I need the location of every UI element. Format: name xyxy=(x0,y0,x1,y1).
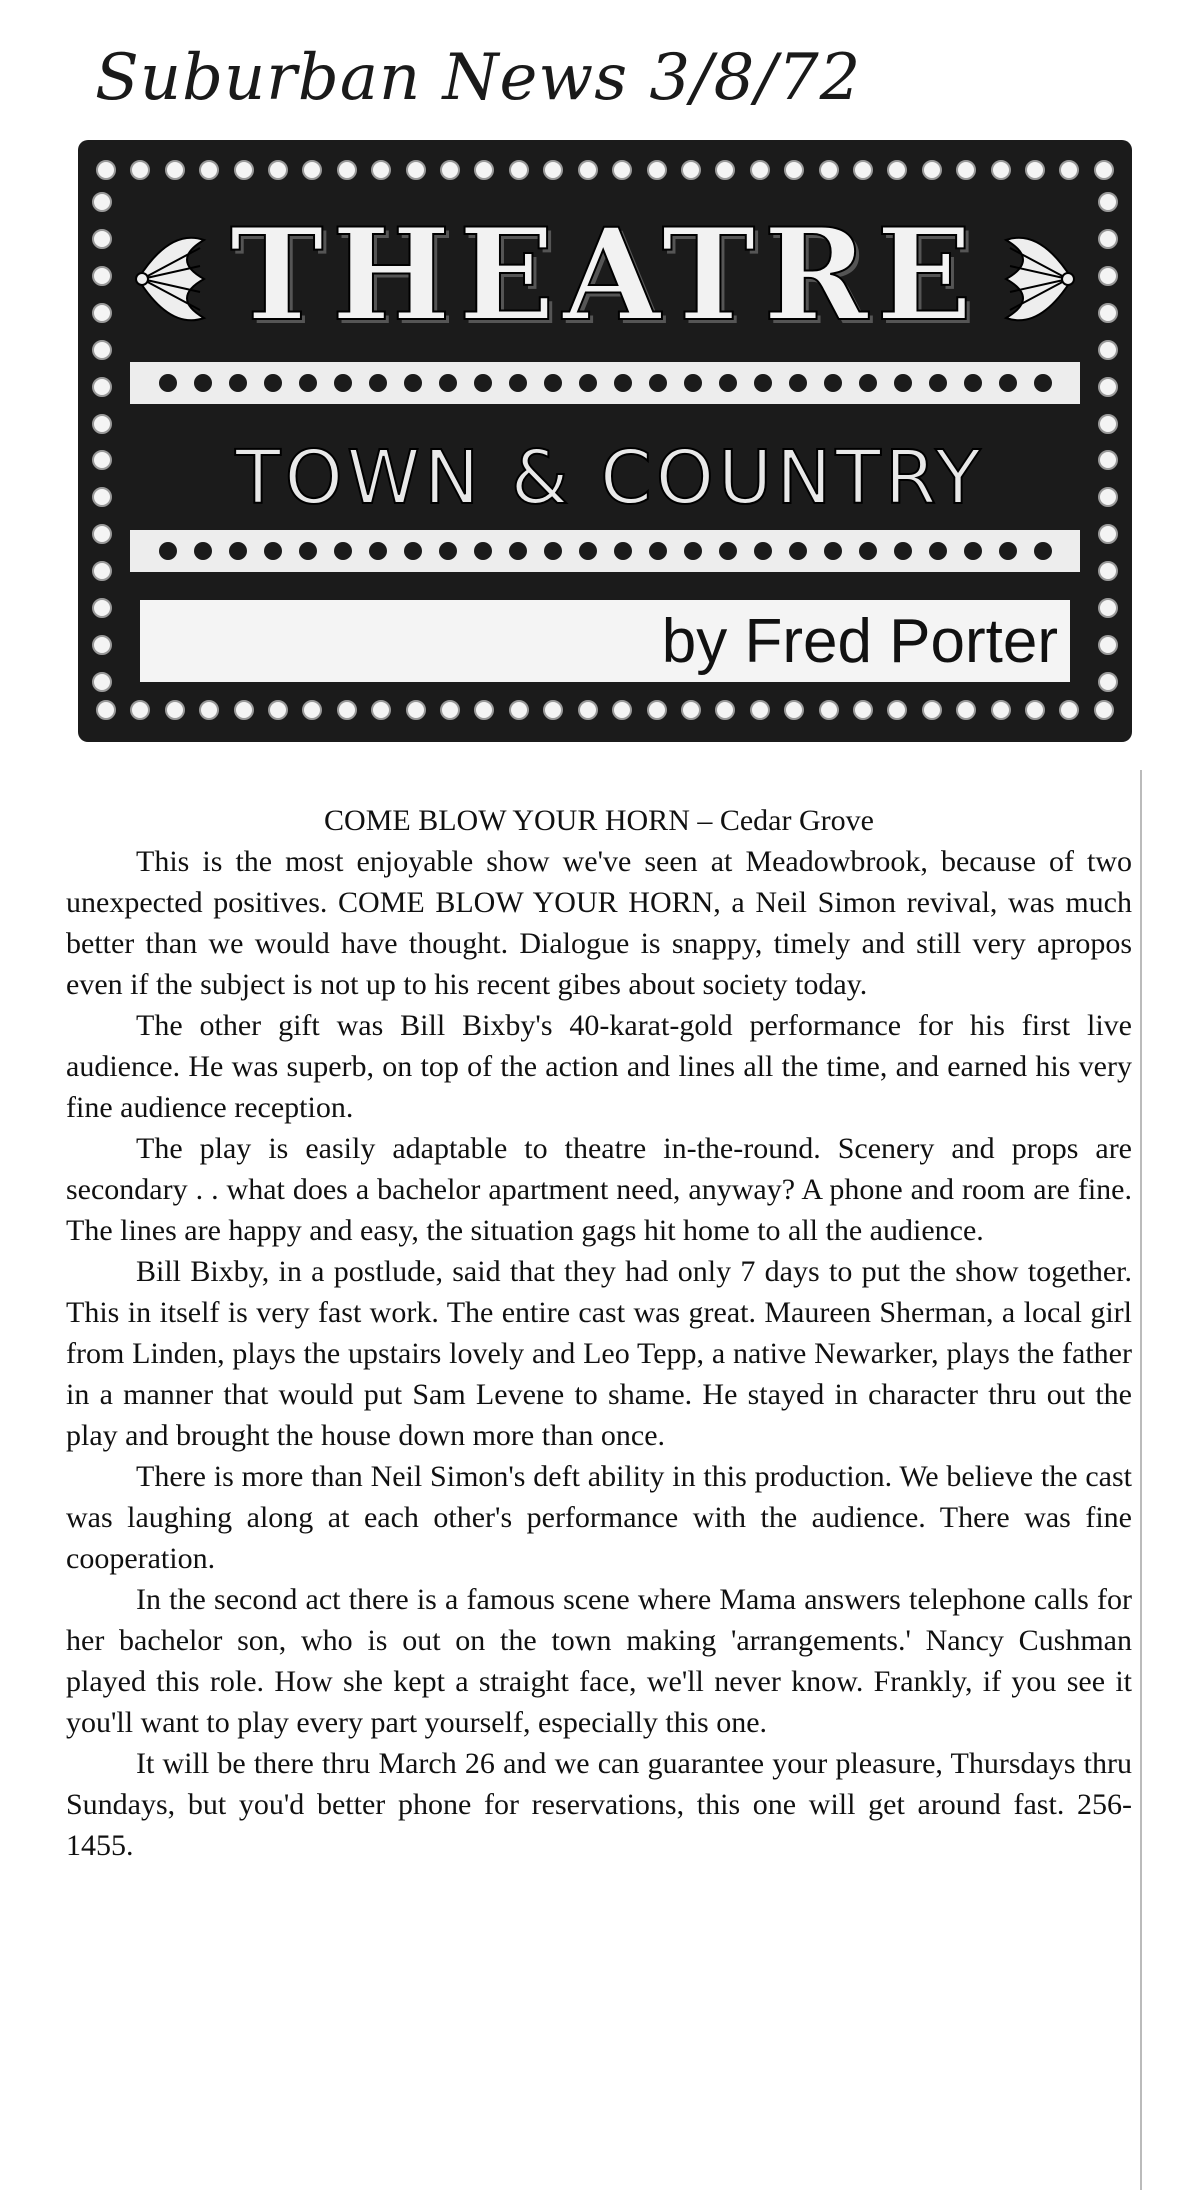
decorative-dot xyxy=(92,561,112,581)
decorative-dot xyxy=(929,542,947,560)
decorative-dot xyxy=(1098,561,1118,581)
decorative-dot xyxy=(922,700,942,720)
decorative-dot xyxy=(229,542,247,560)
decorative-dot xyxy=(1098,229,1118,249)
dotted-band-upper xyxy=(130,362,1080,404)
decorative-dot xyxy=(1094,700,1114,720)
decorative-dot xyxy=(544,542,562,560)
decorative-dot xyxy=(509,700,529,720)
author-byline: by Fred Porter xyxy=(661,606,1058,676)
banner-title: THEATRE xyxy=(229,201,981,349)
decorative-dot xyxy=(439,374,457,392)
decorative-dot xyxy=(1098,414,1118,434)
decorative-dot xyxy=(159,542,177,560)
decorative-dot xyxy=(579,374,597,392)
decorative-dot xyxy=(302,700,322,720)
decorative-dot xyxy=(509,542,527,560)
decorative-dot xyxy=(474,542,492,560)
decorative-dot xyxy=(859,374,877,392)
decorative-dot xyxy=(1034,374,1052,392)
decorative-dot xyxy=(991,700,1011,720)
decorative-dot xyxy=(543,700,563,720)
decorative-dot xyxy=(92,450,112,470)
decorative-dot xyxy=(578,160,598,180)
decorative-dot xyxy=(509,374,527,392)
decorative-dot xyxy=(684,542,702,560)
decorative-dot xyxy=(165,700,185,720)
decorative-dot xyxy=(824,542,842,560)
decorative-dot xyxy=(578,700,598,720)
decorative-dot xyxy=(1098,672,1118,692)
decorative-dot xyxy=(894,542,912,560)
decorative-dot xyxy=(999,542,1017,560)
decorative-dot xyxy=(371,160,391,180)
decorative-dot xyxy=(999,374,1017,392)
decorative-dot xyxy=(92,598,112,618)
title-area xyxy=(130,200,1080,350)
decorative-dot xyxy=(199,700,219,720)
decorative-dot xyxy=(754,374,772,392)
article-paragraph-4: Bill Bixby, in a postlude, said that they had only 7 days to put the show together. This in itself is very fast work. The entire cast was great. Maureen Sherman, a local girl from Linden, plays the upstairs lovely and Leo Tepp, a native Newarker, plays the father in a manner that would put Sam Levene to shame. He stayed in character thru out the play and brought the house down more than once. xyxy=(66,1255,1132,1452)
decorative-dot xyxy=(1025,160,1045,180)
decorative-dot xyxy=(894,374,912,392)
decorative-dot xyxy=(614,374,632,392)
decorative-dot xyxy=(1098,266,1118,286)
decorative-dot xyxy=(1098,487,1118,507)
decorative-dot xyxy=(1098,340,1118,360)
decorative-dot xyxy=(614,542,632,560)
decorative-dot xyxy=(681,160,701,180)
decorative-dot xyxy=(92,303,112,323)
decorative-dot xyxy=(647,700,667,720)
decorative-dot xyxy=(1059,700,1079,720)
decorative-dot xyxy=(784,160,804,180)
decorative-dot xyxy=(439,542,457,560)
decorative-dot xyxy=(268,700,288,720)
article-paragraph-3: The play is easily adaptable to theatre in-the-round. Scenery and props are secondary . . what does a bachelor apartment need, anyway? A phone and room are fine. The lines are happy and easy, the situation gags hit home to all the audience. xyxy=(66,1132,1132,1247)
article-paragraph-2: The other gift was Bill Bixby's 40-karat-gold performance for his first live audience. He was superb, on top of the action and lines all the time, and earned his very fine audience reception. xyxy=(66,1009,1132,1124)
decorative-dot xyxy=(299,542,317,560)
decorative-dot xyxy=(302,160,322,180)
decorative-dot xyxy=(887,160,907,180)
decorative-dot xyxy=(334,542,352,560)
decorative-dot xyxy=(715,700,735,720)
decorative-dot xyxy=(404,542,422,560)
decorative-dot xyxy=(754,542,772,560)
decorative-dot xyxy=(1025,700,1045,720)
decorative-dot xyxy=(929,374,947,392)
decorative-dot xyxy=(96,700,116,720)
handwritten-source-note: Suburban News 3/8/72 xyxy=(95,41,862,115)
dotted-band-lower xyxy=(130,530,1080,572)
byline-box xyxy=(140,600,1070,682)
decorative-dot xyxy=(337,700,357,720)
decorative-dot xyxy=(299,374,317,392)
decorative-dot xyxy=(956,160,976,180)
decorative-dot xyxy=(92,266,112,286)
decorative-dot xyxy=(649,374,667,392)
decorative-dot xyxy=(819,160,839,180)
decorative-dot xyxy=(1098,450,1118,470)
banner-subtitle: TOWN & COUNTRY xyxy=(235,435,985,521)
decorative-dot xyxy=(406,700,426,720)
decorative-dot xyxy=(719,542,737,560)
decorative-dot xyxy=(264,542,282,560)
decorative-dot xyxy=(92,672,112,692)
column-rule xyxy=(1140,770,1142,2190)
decorative-dot xyxy=(92,377,112,397)
decorative-dot xyxy=(92,524,112,544)
decorative-dot xyxy=(1034,542,1052,560)
decorative-dot xyxy=(369,542,387,560)
decorative-dot xyxy=(819,700,839,720)
decorative-dot xyxy=(964,374,982,392)
decorative-dot xyxy=(715,160,735,180)
decorative-dot xyxy=(1094,160,1114,180)
decorative-dot xyxy=(887,700,907,720)
decorative-dot xyxy=(789,374,807,392)
decorative-dot xyxy=(92,414,112,434)
decorative-dot xyxy=(579,542,597,560)
decorative-dot xyxy=(406,160,426,180)
decorative-dot xyxy=(853,700,873,720)
decorative-dot xyxy=(130,700,150,720)
border-dots-left xyxy=(92,192,112,692)
decorative-dot xyxy=(474,160,494,180)
decorative-dot xyxy=(681,700,701,720)
decorative-dot xyxy=(334,374,352,392)
decorative-dot xyxy=(1098,524,1118,544)
border-dots-bottom xyxy=(96,700,1114,720)
decorative-dot xyxy=(92,192,112,212)
decorative-dot xyxy=(543,160,563,180)
decorative-dot xyxy=(194,374,212,392)
decorative-dot xyxy=(750,160,770,180)
article-paragraph-1: This is the most enjoyable show we've seen at Meadowbrook, because of two unexpected positives. COME BLOW YOUR HORN, a Neil Simon revival, was much better than we would have thought. Dialogue is snappy, timely and still very apropos even if the subject is not up to his recent gibes about society today. xyxy=(66,845,1132,1001)
decorative-dot xyxy=(684,374,702,392)
decorative-dot xyxy=(474,374,492,392)
border-dots-top xyxy=(96,160,1114,180)
decorative-dot xyxy=(789,542,807,560)
decorative-dot xyxy=(750,700,770,720)
decorative-dot xyxy=(1098,303,1118,323)
decorative-dot xyxy=(264,374,282,392)
decorative-dot xyxy=(268,160,288,180)
decorative-dot xyxy=(922,160,942,180)
decorative-dot xyxy=(719,374,737,392)
decorative-dot xyxy=(96,160,116,180)
decorative-dot xyxy=(92,340,112,360)
article-paragraph-5: There is more than Neil Simon's deft ability in this production. We believe the cast was laughing along at each other's performance with the audience. There was fine cooperation. xyxy=(66,1460,1132,1575)
decorative-dot xyxy=(859,542,877,560)
article-paragraph-6: In the second act there is a famous scene where Mama answers telephone calls for her bachelor son, who is out on the town making 'arrangements.' Nancy Cushman played this role. How she kept a straight face, we'll never know. Frankly, if you see it you'll want to play every part yourself, especially this one. xyxy=(66,1583,1132,1739)
decorative-dot xyxy=(440,160,460,180)
decorative-dot xyxy=(165,160,185,180)
decorative-dot xyxy=(194,542,212,560)
decorative-dot xyxy=(1059,160,1079,180)
subtitle-area xyxy=(150,428,1070,528)
article-heading: COME BLOW YOUR HORN – Cedar Grove xyxy=(324,804,874,837)
decorative-dot xyxy=(544,374,562,392)
decorative-dot xyxy=(234,160,254,180)
decorative-dot xyxy=(853,160,873,180)
decorative-dot xyxy=(649,542,667,560)
decorative-dot xyxy=(612,160,632,180)
decorative-dot xyxy=(784,700,804,720)
decorative-dot xyxy=(1098,192,1118,212)
border-dots-right xyxy=(1098,192,1118,692)
decorative-dot xyxy=(92,229,112,249)
decorative-dot xyxy=(229,374,247,392)
decorative-dot xyxy=(92,635,112,655)
decorative-dot xyxy=(234,700,254,720)
article-body xyxy=(66,800,1132,1866)
decorative-dot xyxy=(371,700,391,720)
decorative-dot xyxy=(130,160,150,180)
decorative-dot xyxy=(612,700,632,720)
decorative-dot xyxy=(509,160,529,180)
decorative-dot xyxy=(440,700,460,720)
decorative-dot xyxy=(824,374,842,392)
decorative-dot xyxy=(1098,377,1118,397)
decorative-dot xyxy=(647,160,667,180)
decorative-dot xyxy=(1098,635,1118,655)
decorative-dot xyxy=(964,542,982,560)
decorative-dot xyxy=(92,487,112,507)
decorative-dot xyxy=(337,160,357,180)
decorative-dot xyxy=(159,374,177,392)
decorative-dot xyxy=(956,700,976,720)
decorative-dot xyxy=(199,160,219,180)
article-paragraph-7: It will be there thru March 26 and we can guarantee your pleasure, Thursdays thru Sundays, but you'd better phone for reservations, this one will get around fast. 256-1455. xyxy=(66,1747,1132,1862)
decorative-dot xyxy=(369,374,387,392)
decorative-dot xyxy=(474,700,494,720)
decorative-dot xyxy=(1098,598,1118,618)
decorative-dot xyxy=(404,374,422,392)
decorative-dot xyxy=(991,160,1011,180)
